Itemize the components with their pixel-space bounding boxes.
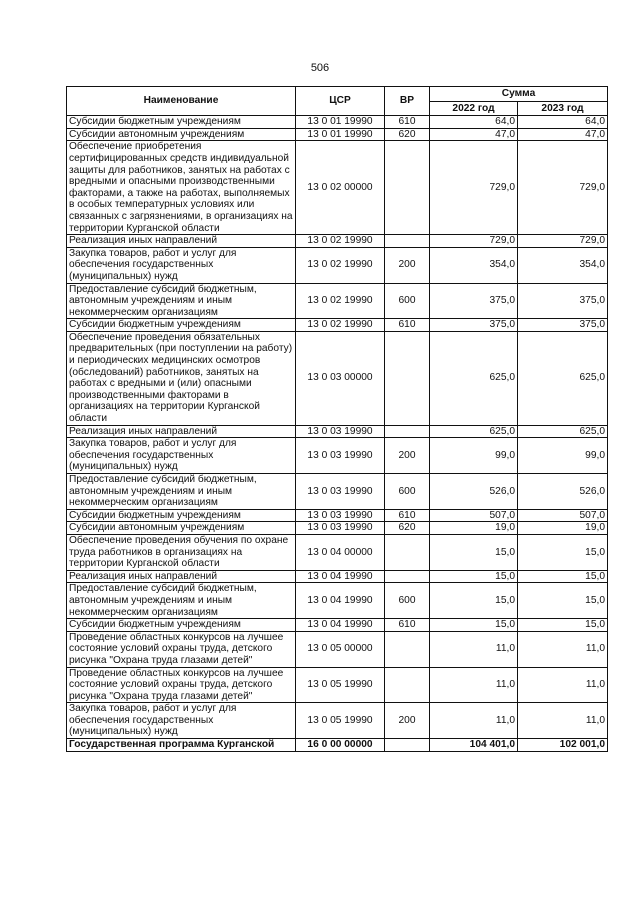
row-name-cell: Субсидии автономным учреждениям — [67, 128, 296, 141]
row-2023-cell: 729,0 — [518, 141, 608, 235]
row-name-cell: Субсидии бюджетным учреждениям — [67, 116, 296, 129]
table-row — [67, 141, 608, 235]
row-csr-cell: 13 0 02 19990 — [296, 319, 385, 332]
row-name-cell: Обеспечение проведения обязательных предварительных (при поступлении на работу) и периодических медицинских осмотров (обследований) работников, занятых на работах с вредными и (или) опасными производственными факторами в организациях на территории Курганской области — [67, 331, 296, 425]
table-row — [67, 703, 608, 739]
table-row — [67, 128, 608, 141]
row-vr-cell — [385, 235, 430, 248]
row-name-cell: Предоставление субсидий бюджетным, автономным учреждениям и иным некоммерческим организациям — [67, 474, 296, 510]
table-row — [67, 667, 608, 703]
row-vr-cell: 200 — [385, 438, 430, 474]
row-vr-cell: 620 — [385, 128, 430, 141]
row-name-cell: Субсидии бюджетным учреждениям — [67, 319, 296, 332]
row-name-cell: Субсидии автономным учреждениям — [67, 522, 296, 535]
row-vr-cell — [385, 570, 430, 583]
row-vr-cell: 610 — [385, 619, 430, 632]
table-row — [67, 619, 608, 632]
row-csr-cell: 13 0 03 19990 — [296, 509, 385, 522]
row-vr-cell: 610 — [385, 116, 430, 129]
header-2023: 2023 год — [518, 101, 608, 116]
row-2022-cell: 526,0 — [430, 474, 518, 510]
row-2023-cell: 99,0 — [518, 438, 608, 474]
row-vr-cell: 200 — [385, 703, 430, 739]
row-name-cell: Закупка товаров, работ и услуг для обеспечения государственных (муниципальных) нужд — [67, 703, 296, 739]
page-number: 506 — [310, 62, 330, 74]
row-csr-cell: 13 0 05 00000 — [296, 631, 385, 667]
row-2023-cell: 15,0 — [518, 583, 608, 619]
table-row — [67, 438, 608, 474]
row-2022-cell: 354,0 — [430, 247, 518, 283]
row-name-cell: Проведение областных конкурсов на лучшее состояние условий охраны труда, детского рисунка "Охрана труда глазами детей" — [67, 667, 296, 703]
row-2022-cell: 15,0 — [430, 570, 518, 583]
table-row — [67, 522, 608, 535]
header-2022: 2022 год — [430, 101, 518, 116]
table-row — [67, 319, 608, 332]
row-vr-cell: 610 — [385, 509, 430, 522]
row-2023-cell: 11,0 — [518, 703, 608, 739]
table-row — [67, 331, 608, 425]
table-body — [67, 116, 608, 751]
row-2023-cell: 15,0 — [518, 619, 608, 632]
row-2022-cell: 99,0 — [430, 438, 518, 474]
row-2023-cell: 102 001,0 — [518, 739, 608, 752]
table-row — [67, 534, 608, 570]
row-2023-cell: 375,0 — [518, 283, 608, 319]
row-csr-cell: 13 0 04 19990 — [296, 583, 385, 619]
row-2022-cell: 625,0 — [430, 331, 518, 425]
row-2023-cell: 625,0 — [518, 331, 608, 425]
table-row — [67, 425, 608, 438]
row-csr-cell: 13 0 02 19990 — [296, 247, 385, 283]
header-sum: Сумма — [430, 87, 608, 102]
table-header — [67, 87, 608, 116]
row-2023-cell: 15,0 — [518, 570, 608, 583]
row-vr-cell — [385, 631, 430, 667]
row-2022-cell: 375,0 — [430, 319, 518, 332]
row-csr-cell: 13 0 01 19990 — [296, 128, 385, 141]
row-2022-cell: 64,0 — [430, 116, 518, 129]
row-2022-cell: 11,0 — [430, 703, 518, 739]
row-vr-cell — [385, 425, 430, 438]
row-2022-cell: 15,0 — [430, 619, 518, 632]
row-vr-cell: 620 — [385, 522, 430, 535]
row-csr-cell: 13 0 02 00000 — [296, 141, 385, 235]
header-name: Наименование — [67, 87, 296, 116]
row-name-cell: Обеспечение приобретения сертифицированных средств индивидуальной защиты для работников, занятых на работах с вредными и опасными производственными факторами, а также на работах, выполняемых в особых температурных условиях или связанных с загрязнениями, в организациях на территории Курганской области — [67, 141, 296, 235]
row-name-cell: Субсидии бюджетным учреждениям — [67, 509, 296, 522]
row-2023-cell: 507,0 — [518, 509, 608, 522]
row-csr-cell: 13 0 03 00000 — [296, 331, 385, 425]
row-vr-cell: 200 — [385, 247, 430, 283]
row-name-cell: Государственная программа Курганской — [67, 739, 296, 752]
row-csr-cell: 13 0 04 19990 — [296, 570, 385, 583]
row-2023-cell: 47,0 — [518, 128, 608, 141]
row-csr-cell: 13 0 03 19990 — [296, 474, 385, 510]
row-2022-cell: 15,0 — [430, 583, 518, 619]
row-2022-cell: 11,0 — [430, 631, 518, 667]
row-csr-cell: 13 0 02 19990 — [296, 235, 385, 248]
row-csr-cell: 16 0 00 00000 — [296, 739, 385, 752]
row-2022-cell: 507,0 — [430, 509, 518, 522]
row-2022-cell: 729,0 — [430, 141, 518, 235]
row-vr-cell — [385, 667, 430, 703]
table-row — [67, 116, 608, 129]
table-row — [67, 583, 608, 619]
table-row — [67, 283, 608, 319]
row-name-cell: Реализация иных направлений — [67, 425, 296, 438]
row-vr-cell: 600 — [385, 474, 430, 510]
row-2023-cell: 11,0 — [518, 631, 608, 667]
row-name-cell: Реализация иных направлений — [67, 570, 296, 583]
row-2023-cell: 15,0 — [518, 534, 608, 570]
row-name-cell: Предоставление субсидий бюджетным, автономным учреждениям и иным некоммерческим организациям — [67, 583, 296, 619]
row-2023-cell: 526,0 — [518, 474, 608, 510]
row-vr-cell: 610 — [385, 319, 430, 332]
row-name-cell: Предоставление субсидий бюджетным, автономным учреждениям и иным некоммерческим организациям — [67, 283, 296, 319]
table-row — [67, 739, 608, 752]
row-2022-cell: 11,0 — [430, 667, 518, 703]
row-csr-cell: 13 0 03 19990 — [296, 438, 385, 474]
row-vr-cell: 600 — [385, 583, 430, 619]
row-name-cell: Проведение областных конкурсов на лучшее состояние условий охраны труда, детского рисунка "Охрана труда глазами детей" — [67, 631, 296, 667]
row-name-cell: Закупка товаров, работ и услуг для обеспечения государственных (муниципальных) нужд — [67, 438, 296, 474]
budget-table — [66, 86, 608, 752]
row-vr-cell — [385, 141, 430, 235]
table-row — [67, 247, 608, 283]
row-vr-cell: 600 — [385, 283, 430, 319]
table-row — [67, 235, 608, 248]
row-csr-cell: 13 0 03 19990 — [296, 425, 385, 438]
row-csr-cell: 13 0 01 19990 — [296, 116, 385, 129]
row-2023-cell: 64,0 — [518, 116, 608, 129]
row-csr-cell: 13 0 05 19990 — [296, 703, 385, 739]
row-vr-cell — [385, 534, 430, 570]
row-2023-cell: 354,0 — [518, 247, 608, 283]
row-name-cell: Реализация иных направлений — [67, 235, 296, 248]
row-2023-cell: 11,0 — [518, 667, 608, 703]
row-2023-cell: 625,0 — [518, 425, 608, 438]
row-name-cell: Обеспечение проведения обучения по охране труда работников в организациях на территории Курганской области — [67, 534, 296, 570]
row-2022-cell: 47,0 — [430, 128, 518, 141]
header-csr: ЦСР — [296, 87, 385, 116]
row-csr-cell: 13 0 02 19990 — [296, 283, 385, 319]
row-vr-cell — [385, 331, 430, 425]
row-2023-cell: 375,0 — [518, 319, 608, 332]
row-csr-cell: 13 0 04 00000 — [296, 534, 385, 570]
row-2023-cell: 729,0 — [518, 235, 608, 248]
table-row — [67, 570, 608, 583]
row-name-cell: Закупка товаров, работ и услуг для обеспечения государственных (муниципальных) нужд — [67, 247, 296, 283]
row-2022-cell: 15,0 — [430, 534, 518, 570]
row-2022-cell: 104 401,0 — [430, 739, 518, 752]
table-row — [67, 631, 608, 667]
row-2022-cell: 375,0 — [430, 283, 518, 319]
row-2022-cell: 625,0 — [430, 425, 518, 438]
table-row — [67, 474, 608, 510]
row-csr-cell: 13 0 04 19990 — [296, 619, 385, 632]
row-2023-cell: 19,0 — [518, 522, 608, 535]
row-csr-cell: 13 0 05 19990 — [296, 667, 385, 703]
header-vr: ВР — [385, 87, 430, 116]
row-2022-cell: 729,0 — [430, 235, 518, 248]
row-vr-cell — [385, 739, 430, 752]
row-csr-cell: 13 0 03 19990 — [296, 522, 385, 535]
row-2022-cell: 19,0 — [430, 522, 518, 535]
row-name-cell: Субсидии бюджетным учреждениям — [67, 619, 296, 632]
table-row — [67, 509, 608, 522]
